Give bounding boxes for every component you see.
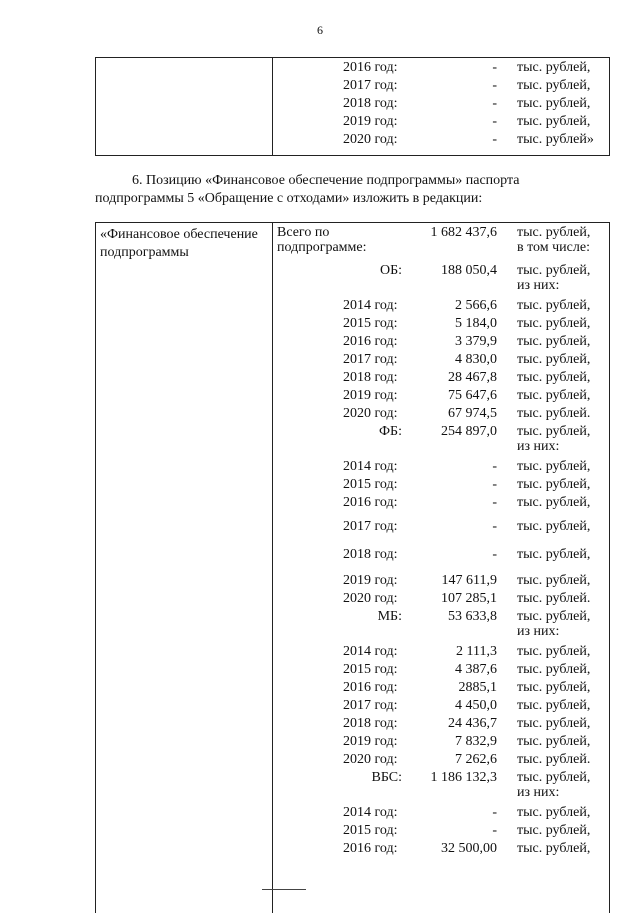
- value-cell: 4 450,0: [455, 698, 497, 713]
- unit-cell: тыс. рублей,: [517, 60, 591, 75]
- unit-cell: тыс. рублей,: [517, 547, 591, 562]
- source-name: МБ:: [377, 609, 402, 624]
- value-cell: -: [492, 114, 497, 129]
- year-row: [96, 591, 609, 608]
- year-row: [96, 477, 609, 494]
- source-total: 254 897,0: [441, 424, 497, 439]
- unit-cell: тыс. рублей,: [517, 352, 591, 367]
- year-cell: 2014 год:: [343, 644, 398, 659]
- source-name: ОБ:: [379, 263, 402, 278]
- value-cell: -: [492, 78, 497, 93]
- year-row: [96, 352, 609, 369]
- year-cell: 2016 год:: [343, 60, 398, 75]
- year-cell: 2016 год:: [343, 495, 398, 510]
- year-row: [96, 841, 609, 858]
- value-cell: -: [492, 495, 497, 510]
- year-cell: 2019 год:: [343, 734, 398, 749]
- year-cell: 2014 год:: [343, 805, 398, 820]
- value-cell: 67 974,5: [448, 406, 497, 421]
- source-row: [96, 785, 609, 802]
- unit-cell: тыс. рублей,: [517, 78, 591, 93]
- year-row: [96, 547, 609, 564]
- year-cell: 2018 год:: [343, 716, 398, 731]
- page-number: 6: [317, 23, 323, 37]
- total-row: [96, 240, 609, 257]
- unit-cell: тыс. рублей,: [517, 388, 591, 403]
- year-cell: 2019 год:: [343, 114, 398, 129]
- value-cell: -: [492, 547, 497, 562]
- value-cell: -: [492, 96, 497, 111]
- unit-cell: тыс. рублей»: [517, 132, 594, 147]
- value-cell: 7 832,9: [455, 734, 497, 749]
- year-cell: 2014 год:: [343, 459, 398, 474]
- unit-cell: тыс. рублей,: [517, 424, 591, 439]
- source-row: [96, 624, 609, 641]
- year-row: [96, 573, 609, 590]
- value-cell: 3 379,9: [455, 334, 497, 349]
- unit-cell: тыс. рублей,: [517, 459, 591, 474]
- year-cell: 2017 год:: [343, 78, 398, 93]
- unit-cell: тыс. рублей,: [517, 477, 591, 492]
- year-cell: 2016 год:: [343, 334, 398, 349]
- value-cell: 75 647,6: [448, 388, 497, 403]
- unit-cell: тыс. рублей,: [517, 370, 591, 385]
- source-total: 1 186 132,3: [430, 770, 497, 785]
- year-cell: 2020 год:: [343, 591, 398, 606]
- instruction-paragraph: [95, 172, 608, 208]
- unit-cell: тыс. рублей,: [517, 662, 591, 677]
- value-cell: 5 184,0: [455, 316, 497, 331]
- year-cell: 2020 год:: [343, 406, 398, 421]
- source-total: 53 633,8: [448, 609, 497, 624]
- total-value: 1 682 437,6: [430, 225, 497, 240]
- year-row: [96, 388, 609, 405]
- financing-table: [95, 222, 610, 913]
- year-row: [96, 316, 609, 333]
- year-cell: 2020 год:: [343, 752, 398, 767]
- value-cell: -: [492, 477, 497, 492]
- value-cell: 4 830,0: [455, 352, 497, 367]
- year-cell: 2015 год:: [343, 477, 398, 492]
- source-row: [96, 439, 609, 456]
- unit-cell: тыс. рублей,: [517, 298, 591, 313]
- year-cell: 2018 год:: [343, 96, 398, 111]
- source-row: [96, 278, 609, 295]
- year-row: [96, 298, 609, 315]
- value-cell: 24 436,7: [448, 716, 497, 731]
- footer-line: [262, 889, 306, 890]
- value-cell: -: [492, 132, 497, 147]
- paragraph-line: 6. Позицию «Финансовое обеспечение подпрограммы» паспорта: [132, 173, 520, 188]
- table-row: [96, 78, 609, 95]
- year-row: [96, 370, 609, 387]
- year-row: [96, 459, 609, 476]
- unit-cell: тыс. рублей,: [517, 114, 591, 129]
- unit-cell: тыс. рублей,: [517, 716, 591, 731]
- unit-cell: тыс. рублей,: [517, 770, 591, 785]
- table-row: [96, 132, 609, 149]
- year-row: [96, 662, 609, 679]
- table-row: [96, 96, 609, 113]
- year-row: [96, 734, 609, 751]
- unit-cell: тыс. рублей,: [517, 519, 591, 534]
- unit-cell: тыс. рублей,: [517, 263, 591, 278]
- value-cell: 2885,1: [458, 680, 497, 695]
- value-cell: 7 262,6: [455, 752, 497, 767]
- year-cell: 2015 год:: [343, 823, 398, 838]
- financing-label: «Финансовое обеспечение подпрограммы: [100, 227, 258, 260]
- year-cell: 2014 год:: [343, 298, 398, 313]
- unit-cell: тыс. рублей,: [517, 680, 591, 695]
- value-cell: -: [492, 60, 497, 75]
- year-row: [96, 519, 609, 536]
- unit-cell: тыс. рублей.: [517, 591, 591, 606]
- value-cell: 2 111,3: [456, 644, 497, 659]
- year-cell: 2018 год:: [343, 370, 398, 385]
- year-cell: 2017 год:: [343, 519, 398, 534]
- source-name: ФБ:: [379, 424, 402, 439]
- unit-cell: тыс. рублей,: [517, 334, 591, 349]
- unit-cell: тыс. рублей,: [517, 698, 591, 713]
- unit-cell: тыс. рублей,: [517, 495, 591, 510]
- value-cell: 28 467,8: [448, 370, 497, 385]
- unit-cell: тыс. рублей.: [517, 406, 591, 421]
- year-row: [96, 495, 609, 512]
- year-cell: 2017 год:: [343, 352, 398, 367]
- source-name: ВБС:: [371, 770, 402, 785]
- year-row: [96, 698, 609, 715]
- year-row: [96, 644, 609, 661]
- year-cell: 2018 год:: [343, 547, 398, 562]
- year-cell: 2020 год:: [343, 132, 398, 147]
- value-cell: -: [492, 823, 497, 838]
- total-label: Всего по: [277, 225, 330, 240]
- year-cell: 2015 год:: [343, 662, 398, 677]
- value-cell: 147 611,9: [441, 573, 497, 588]
- unit-cell: тыс. рублей,: [517, 573, 591, 588]
- paragraph-line: подпрограммы 5 «Обращение с отходами» изложить в редакции:: [95, 191, 483, 206]
- unit-cell: из них:: [517, 439, 560, 454]
- year-row: [96, 752, 609, 769]
- year-row: [96, 334, 609, 351]
- value-cell: -: [492, 459, 497, 474]
- year-row: [96, 680, 609, 697]
- value-cell: 32 500,00: [441, 841, 497, 856]
- year-cell: 2019 год:: [343, 573, 398, 588]
- value-cell: -: [492, 519, 497, 534]
- value-cell: 107 285,1: [441, 591, 497, 606]
- year-row: [96, 823, 609, 840]
- unit-cell: из них:: [517, 624, 560, 639]
- year-row: [96, 805, 609, 822]
- table-row: [96, 114, 609, 131]
- year-row: [96, 406, 609, 423]
- unit-cell: тыс. рублей,: [517, 823, 591, 838]
- unit-cell: из них:: [517, 785, 560, 800]
- unit-cell: тыс. рублей.: [517, 752, 591, 767]
- year-cell: 2017 год:: [343, 698, 398, 713]
- source-total: 188 050,4: [441, 263, 497, 278]
- value-cell: -: [492, 805, 497, 820]
- unit-cell: тыс. рублей,: [517, 96, 591, 111]
- year-cell: 2016 год:: [343, 680, 398, 695]
- year-cell: 2016 год:: [343, 841, 398, 856]
- total-label: подпрограмме:: [277, 240, 367, 255]
- table-row: [96, 60, 609, 77]
- year-cell: 2015 год:: [343, 316, 398, 331]
- unit-cell: тыс. рублей,: [517, 225, 591, 240]
- year-cell: 2019 год:: [343, 388, 398, 403]
- value-cell: 4 387,6: [455, 662, 497, 677]
- unit-cell: из них:: [517, 278, 560, 293]
- unit-cell: тыс. рублей,: [517, 644, 591, 659]
- unit-cell: тыс. рублей,: [517, 734, 591, 749]
- unit-cell: в том числе:: [517, 240, 590, 255]
- unit-cell: тыс. рублей,: [517, 841, 591, 856]
- top-table: [95, 57, 610, 156]
- year-row: [96, 716, 609, 733]
- value-cell: 2 566,6: [455, 298, 497, 313]
- unit-cell: тыс. рублей,: [517, 609, 591, 624]
- unit-cell: тыс. рублей,: [517, 805, 591, 820]
- unit-cell: тыс. рублей,: [517, 316, 591, 331]
